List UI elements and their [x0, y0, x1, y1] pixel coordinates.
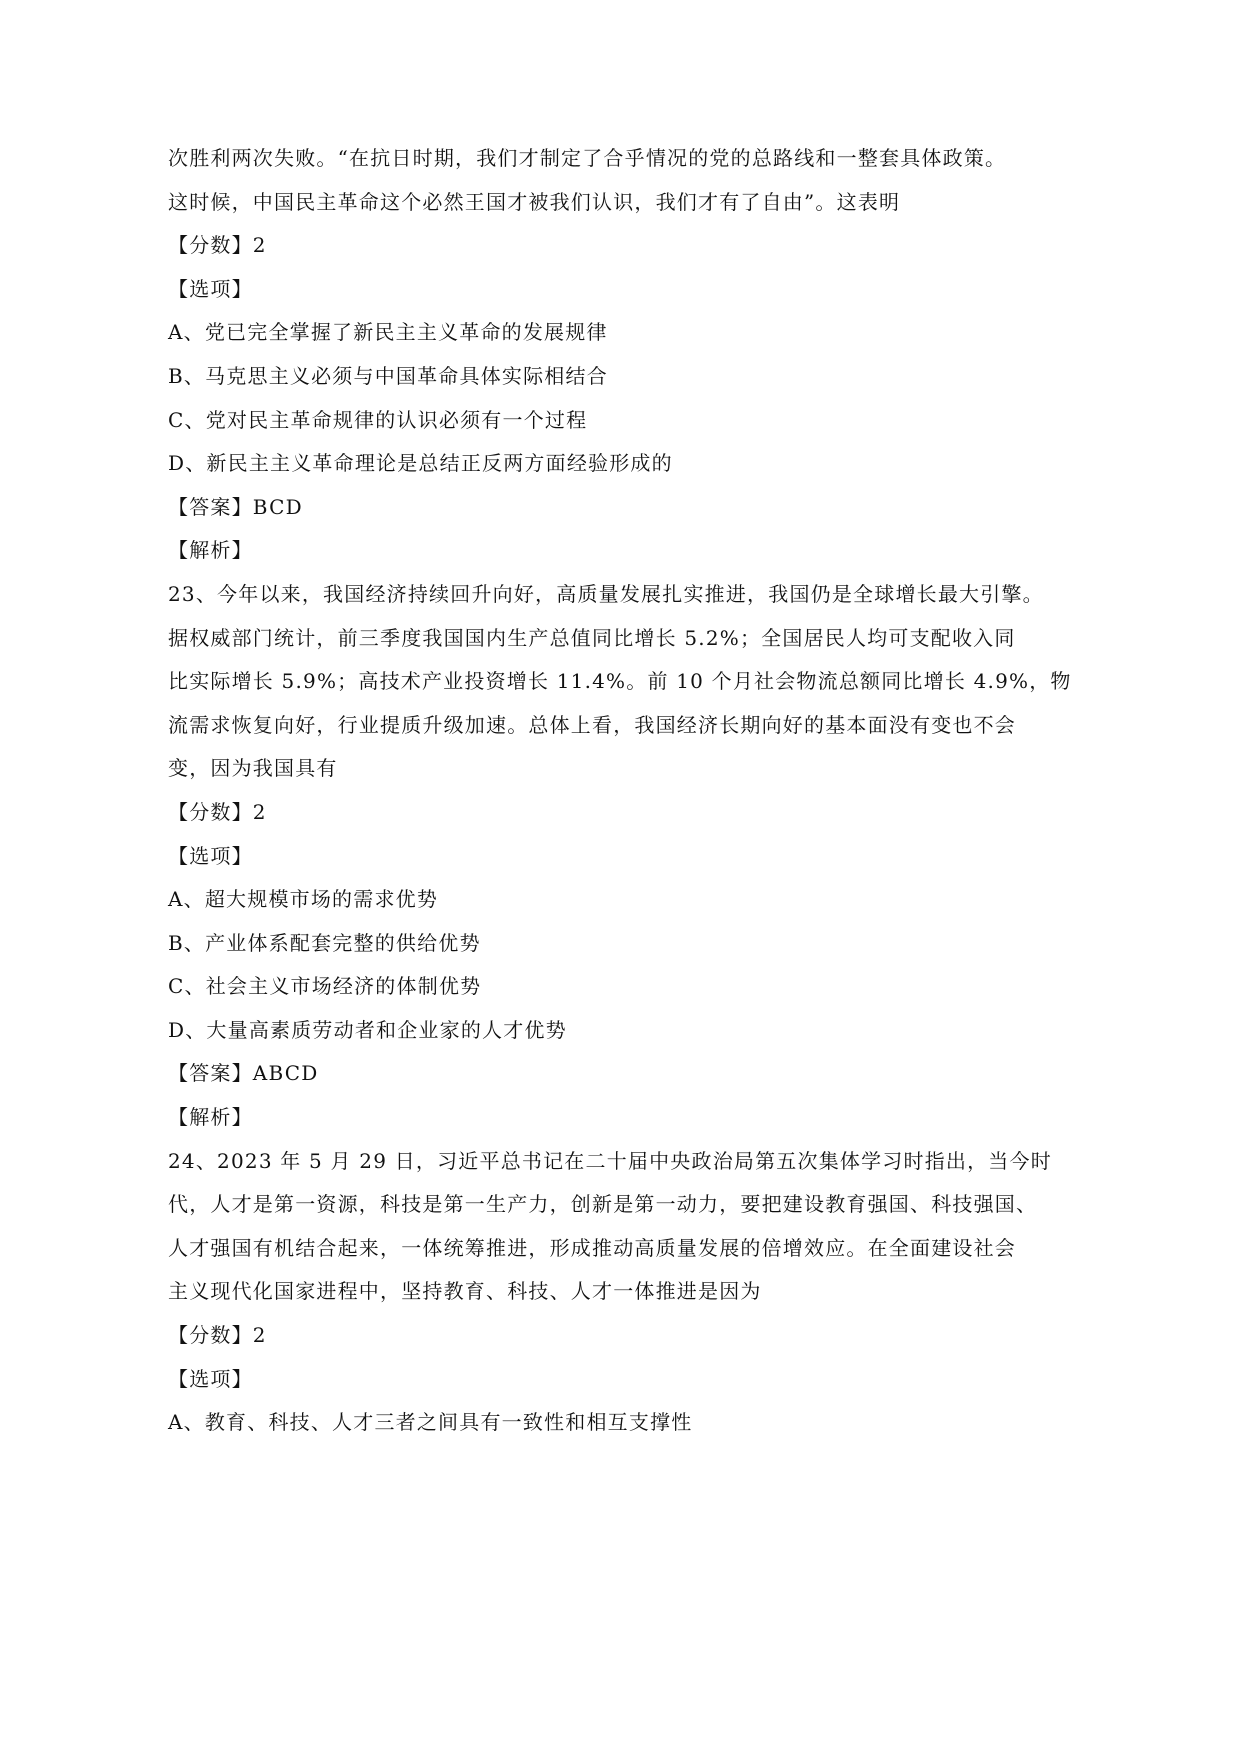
- options-label: 【选项】: [168, 1366, 253, 1391]
- question-stem-line: 变，因为我国具有: [168, 756, 338, 781]
- option-a: A、党已完全掌握了新民主主义革命的发展规律: [168, 320, 608, 345]
- analysis-label: 【解析】: [168, 538, 253, 563]
- question-stem-line: 据权威部门统计，前三季度我国国内生产总值同比增长 5.2%；全国居民人均可支配收入同: [168, 625, 1016, 650]
- score-label: 【分数】2: [168, 233, 267, 258]
- question-stem-line: 代，人才是第一资源，科技是第一生产力，创新是第一动力，要把建设教育强国、科技强国、: [168, 1192, 1038, 1217]
- option-b: B、产业体系配套完整的供给优势: [168, 930, 481, 955]
- question-23: [168, 576, 1072, 1143]
- question-stem-line: 次胜利两次失败。“在抗日时期，我们才制定了合乎情况的党的总路线和一整套具体政策。: [168, 146, 1007, 170]
- option-b: B、马克思主义必须与中国革命具体实际相结合: [168, 363, 608, 388]
- question-24: [168, 1143, 1052, 1448]
- option-c: C、社会主义市场经济的体制优势: [168, 974, 482, 999]
- answer-label: 【答案】ABCD: [168, 1061, 319, 1086]
- options-label: 【选项】: [168, 276, 253, 301]
- option-d: D、大量高素质劳动者和企业家的人才优势: [168, 1017, 567, 1042]
- option-a: A、教育、科技、人才三者之间具有一致性和相互支撑性: [168, 1410, 693, 1435]
- answer-label: 【答案】BCD: [168, 494, 303, 519]
- question-stem-line: 流需求恢复向好，行业提质升级加速。总体上看，我国经济长期向好的基本面没有变也不会: [168, 712, 1016, 737]
- question-stem-line: 这时候，中国民主革命这个必然王国才被我们认识，我们才有了自由”。这表明: [168, 189, 901, 214]
- score-label: 【分数】2: [168, 799, 267, 824]
- option-a: A、超大规模市场的需求优势: [168, 887, 439, 912]
- option-d: D、新民主主义革命理论是总结正反两方面经验形成的: [168, 451, 673, 476]
- question-stem-line: 24、2023 年 5 月 29 日，习近平总书记在二十届中央政治局第五次集体学习时指出，当今时: [168, 1148, 1052, 1173]
- score-label: 【分数】2: [168, 1323, 267, 1348]
- option-c: C、党对民主革命规律的认识必须有一个过程: [168, 407, 588, 432]
- question-stem-line: 人才强国有机结合起来，一体统筹推进，形成推动高质量发展的倍增效应。在全面建设社会: [168, 1235, 1016, 1260]
- options-label: 【选项】: [168, 843, 253, 868]
- question-stem-line: 比实际增长 5.9%；高技术产业投资增长 11.4%。前 10 个月社会物流总额同比增长 4.9%，物: [168, 669, 1072, 694]
- analysis-label: 【解析】: [168, 1105, 253, 1130]
- question-22: [168, 140, 1007, 576]
- document-page: [168, 140, 1072, 1448]
- question-stem-line: 23、今年以来，我国经济持续回升向好，高质量发展扎实推进，我国仍是全球增长最大引擎。: [168, 581, 1044, 606]
- question-stem-line: 主义现代化国家进程中，坚持教育、科技、人才一体推进是因为: [168, 1279, 762, 1304]
